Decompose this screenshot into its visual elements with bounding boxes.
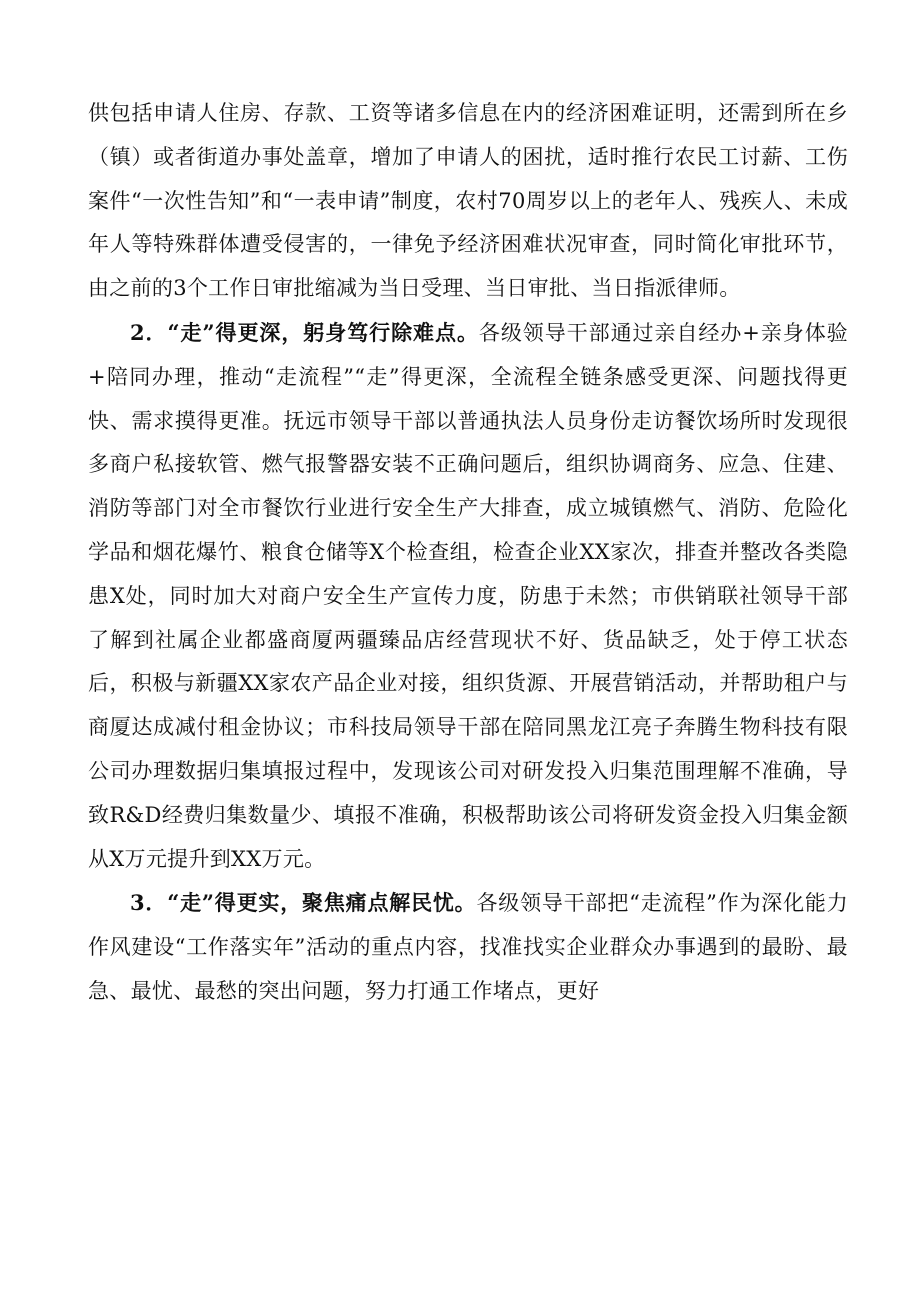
section-3-body: 各级领导干部把“走流程”作为深化能力作风建设“工作落实年”活动的重点内容，找准找实企业群众办事遇到的最盼、最急、最忧、最愁的突出问题，努力打通工作堵点，更好	[88, 891, 848, 1003]
paragraph-section-3	[88, 881, 848, 1013]
section-2-body: 各级领导干部通过亲自经办+亲身体验+陪同办理，推动“走流程”“走”得更深，全流程全链条感受更深、问题找得更快、需求摸得更准。抚远市领导干部以普通执法人员身份走访餐饮场所时发现很多商户私接软管、燃气报警器安装不正确问题后，组织协调商务、应急、住建、消防等部门对全市餐饮行业进行安全生产大排查，成立城镇燃气、消防、危险化学品和烟花爆竹、粮食仓储等X个检查组，检查企业XX家次，排查并整改各类隐患X处，同时加大对商户安全生产宣传力度，防患于未然；市供销联社领导干部了解到社属企业都盛商厦两疆臻品店经营现状不好、货品缺乏，处于停工状态后，积极与新疆XX家农产品企业对接，组织货源、开展营销活动，并帮助租户与商厦达成减付租金协议；市科技局领导干部在陪同黑龙江亮子奔腾生物科技有限公司办理数据归集填报过程中，发现该公司对研发投入归集范围理解不准确，导致R&D经费归集数量少、填报不准确，积极帮助该公司将研发资金投入归集金额从X万元提升到XX万元。	[88, 320, 848, 871]
section-3-heading: 3．“走”得更实，聚焦痛点解民忧。	[130, 890, 477, 916]
section-2-heading: 2．“走”得更深，躬身笃行除难点。	[130, 319, 479, 345]
document-body	[88, 92, 848, 1014]
paragraph-continuation: 供包括申请人住房、存款、工资等诸多信息在内的经济困难证明，还需到所在乡（镇）或者街道办事处盖章，增加了申请人的困扰，适时推行农民工讨薪、工伤案件“一次性告知”和“一表申请”制度，农村70周岁以上的老年人、残疾人、未成年人等特殊群体遭受侵害的，一律免予经济困难状况审查，同时简化审批环节，由之前的3个工作日审批缩减为当日受理、当日审批、当日指派律师。	[88, 101, 848, 301]
paragraph-section-2	[88, 311, 848, 881]
